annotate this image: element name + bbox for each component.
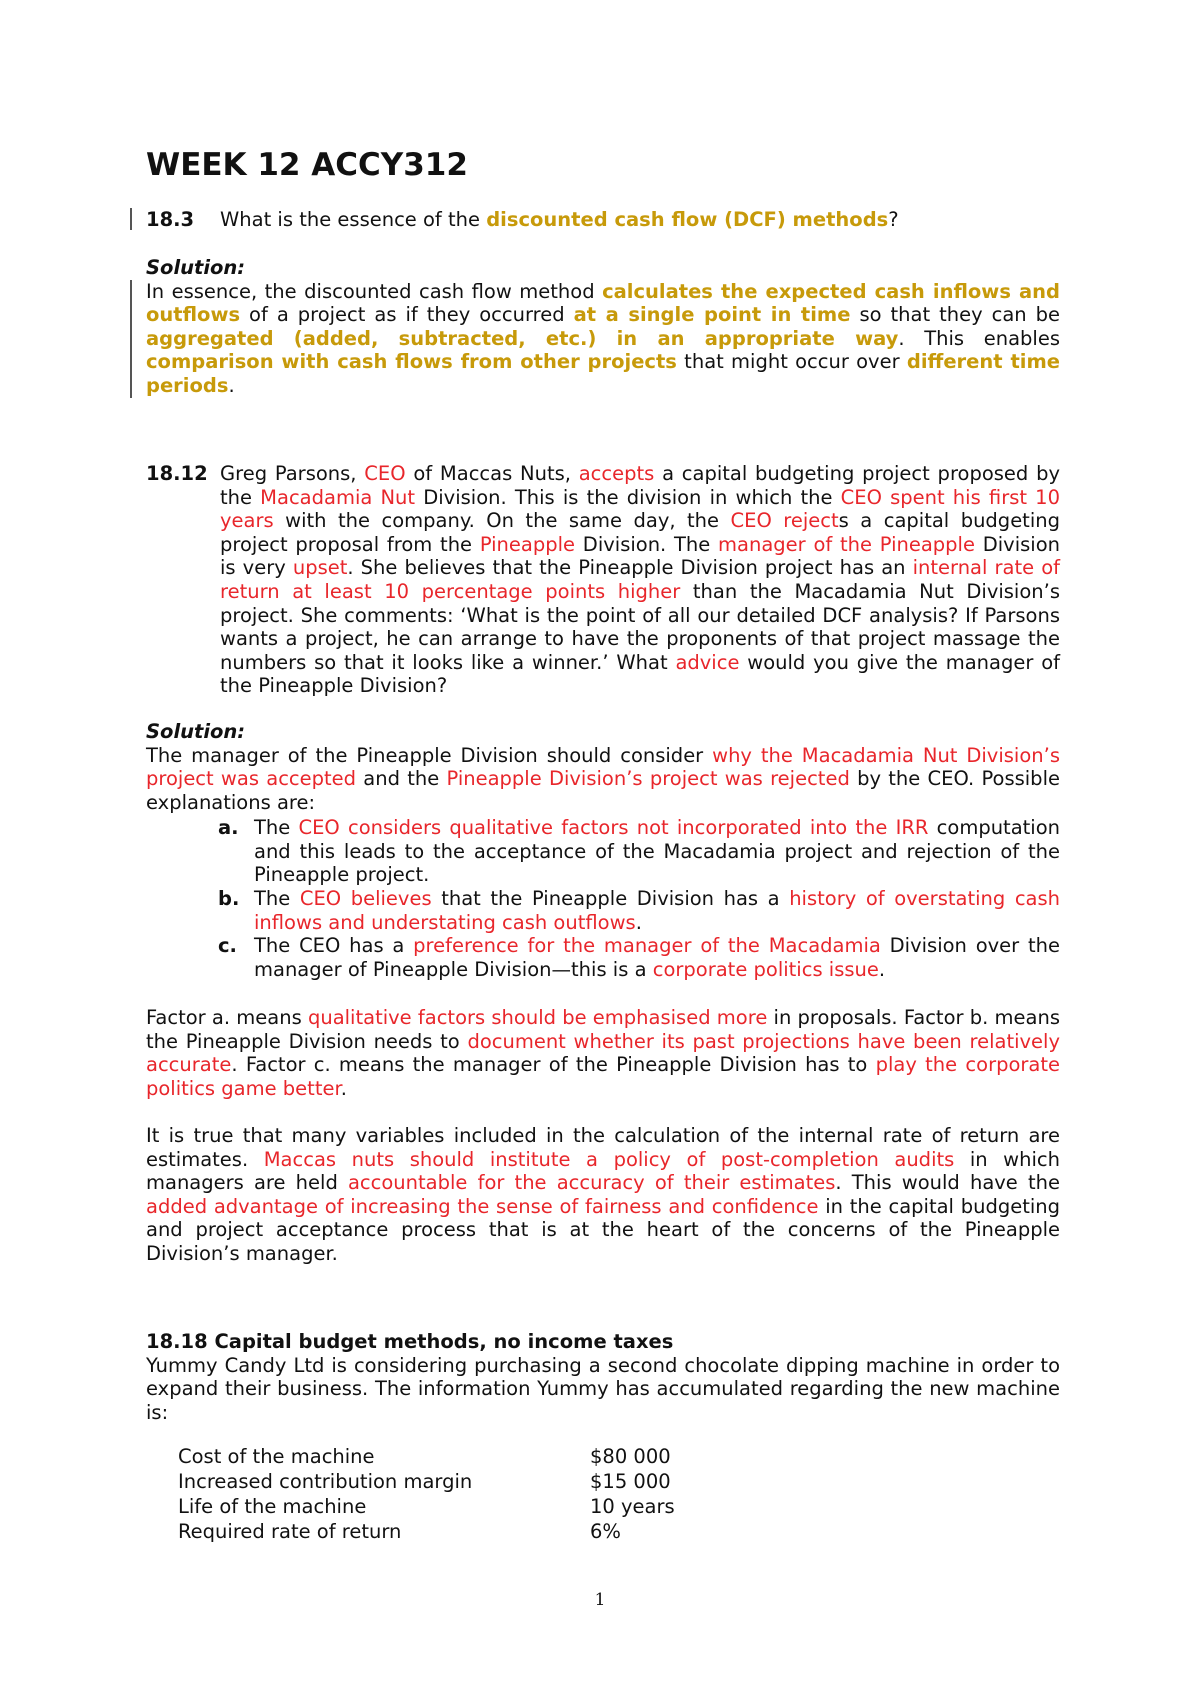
text-run: . [228,373,235,397]
text-run: a capital budgeting project proposed by the [220,462,1060,509]
highlighted-text: advice [675,650,740,674]
highlighted-text: accountable for the accuracy of their estimates [347,1171,836,1195]
highlighted-text: Pineapple [479,532,576,556]
text-run: It is true that many variables included in the calculation of the internal rate of return are estimates. [146,1124,1060,1171]
text-run: Division is very [220,532,1060,580]
highlighted-text: CEO spent his first 10 years [220,485,1060,533]
highlighted-text: calculates the expected cash inflows and outflows [146,279,1060,327]
highlighted-text: Pineapple Division’s project was rejected [446,767,850,791]
highlighted-text: comparison with cash flows from other projects [146,350,677,374]
highlighted-text: qualitative factors should be emphasised more [307,1006,768,1029]
text-run: Division over the manager of Pineapple Division—this is a [254,934,1061,981]
text-run: The [254,887,300,910]
text-run: in the capital budgeting and project acceptance process that is at the heart of the concerns of the Pineapple Division’s manager. [146,1194,1061,1265]
text-run: Division. This is the division in which the [415,485,841,509]
table-cell-value: $80 000 [590,1445,671,1468]
page-number: 1 [594,1590,606,1610]
highlighted-text: different time periods [146,350,1060,397]
text-run: What is the essence of the [220,208,487,231]
highlighted-text: corporate politics issue [652,957,879,981]
table-row [178,1520,778,1545]
highlighted-text: history of overstating cash inflows and understating cash outflows [254,887,1061,934]
text-run: and the [356,767,447,791]
text-run: ? [888,208,899,231]
highlighted-text: preference for the manager of the Macadamia [413,934,881,957]
list-marker: c. [218,934,237,957]
text-run: with the company. On the same day, the [273,509,731,533]
table-row [178,1495,778,1520]
text-run: s a capital budgeting project proposal from the [220,509,1060,556]
highlighted-text: CEO considers qualitative factors not incorporated into the IRR [298,816,929,839]
text-run: . [340,1076,347,1100]
text-run: . [878,957,886,981]
text-run: . [635,910,642,934]
highlighted-text: Maccas nuts should institute a policy of post-completion audits [263,1147,955,1171]
text-run: . Factor c. means the manager of the Pineapple Division has to [231,1053,876,1077]
question-number: 18.3 [146,208,195,231]
highlighted-text: at a single point in time [573,303,851,327]
page-title: WEEK 12 ACCY312 [146,147,468,183]
text-run: The manager of the Pineapple Division should consider [146,743,713,767]
text-run: Greg Parsons, [220,462,365,485]
highlighted-text: added advantage of increasing the sense of fairness and confidence [146,1194,819,1218]
highlighted-text: CEO believes [299,887,432,910]
question-text [220,208,1060,232]
text-run: would you give the manager of the Pineapple Division? [220,650,1060,698]
question-heading: 18.18 Capital budget methods, no income taxes [146,1330,674,1353]
text-run: that might occur over [676,350,907,374]
solution-text [146,280,1060,398]
solution-18-12 [146,720,1060,814]
text-run: in proposals. Factor b. means the Pineapple Division needs to [146,1006,1060,1053]
solution-intro [146,744,1060,815]
question-intro: Yummy Candy Ltd is considering purchasing a second chocolate dipping machine in order to expand their business. The information Yummy has accumulated regarding the new machine is: [146,1353,1060,1424]
text-run: than the Macadamia Nut Division’s project. She comments: ‘What is the point of all our detailed DCF analysis? If Parsons wants a project, he can arrange to have the proponents of that project massage the numbers so that it looks like a winner.’ What [220,579,1060,674]
text-run: . She believes that the Pineapple Division project has an [347,556,913,580]
question-text [220,462,1060,698]
list-item-text [254,887,1060,934]
table-cell-label: Increased contribution margin [178,1470,473,1493]
text-run: so that they can be [850,303,1060,327]
machine-info-table [178,1445,778,1545]
list-marker: a. [218,816,239,839]
question-18-18 [146,1330,1060,1424]
highlighted-text: play the corporate politics game better [146,1053,1060,1100]
highlighted-text: internal rate of return at least 10 percentage points higher [220,556,1061,603]
table-row [178,1470,778,1495]
solution-18-3 [146,256,1060,398]
question-number: 18.12 [146,462,208,485]
table-row [178,1445,778,1470]
text-run: Division. The [575,532,719,556]
list-marker: b. [218,887,240,910]
text-run: In essence, the discounted cash flow method [146,279,603,303]
table-cell-value: $15 000 [590,1470,671,1493]
explanation-list [146,816,1060,986]
table-cell-label: Cost of the machine [178,1445,375,1468]
highlighted-text: document whether its past projections have been relatively accurate [146,1029,1060,1077]
text-run: Factor a. means [146,1006,308,1029]
highlighted-text: aggregated (added, subtracted, etc.) in an appropriate way [146,326,899,350]
highlighted-text: accepts [578,462,655,485]
change-bar [130,280,132,398]
text-run: of a project as if they occurred [240,303,574,327]
text-run: computation and this leads to the acceptance of the Macadamia project and rejection of the Pineapple project. [254,816,1061,887]
table-cell-label: Life of the machine [178,1495,367,1518]
paragraph-factors [146,1006,1060,1100]
paragraph-audits [146,1124,1060,1266]
text-run: The [254,816,299,839]
table-cell-label: Required rate of return [178,1520,402,1543]
highlighted-text: discounted cash flow (DCF) methods [486,208,889,231]
highlighted-text: upset [292,556,348,580]
text-run: . This enables [898,326,1061,350]
text-run: . This would have the [835,1171,1060,1195]
text-run: The CEO has a [254,934,414,957]
solution-label: Solution: [146,256,246,279]
change-bar [130,208,132,230]
text-run: in which managers are held [146,1147,1060,1195]
text-run: of Maccas Nuts, [405,462,579,485]
table-cell-value: 6% [590,1520,621,1543]
highlighted-text: CEO reject [730,509,839,533]
list-item-text [254,816,1060,887]
highlighted-text: Macadamia Nut [260,485,416,509]
solution-label: Solution: [146,720,246,743]
table-cell-value: 10 years [590,1495,675,1518]
highlighted-text: why the Macadamia Nut Division’s project was accepted [146,743,1060,791]
highlighted-text: CEO [364,462,406,485]
highlighted-text: manager of the Pineapple [718,532,975,556]
text-run: by the CEO. Possible explanations are: [146,767,1060,814]
list-item-text [254,934,1060,981]
text-run: that the Pineapple Division has a [431,887,790,910]
